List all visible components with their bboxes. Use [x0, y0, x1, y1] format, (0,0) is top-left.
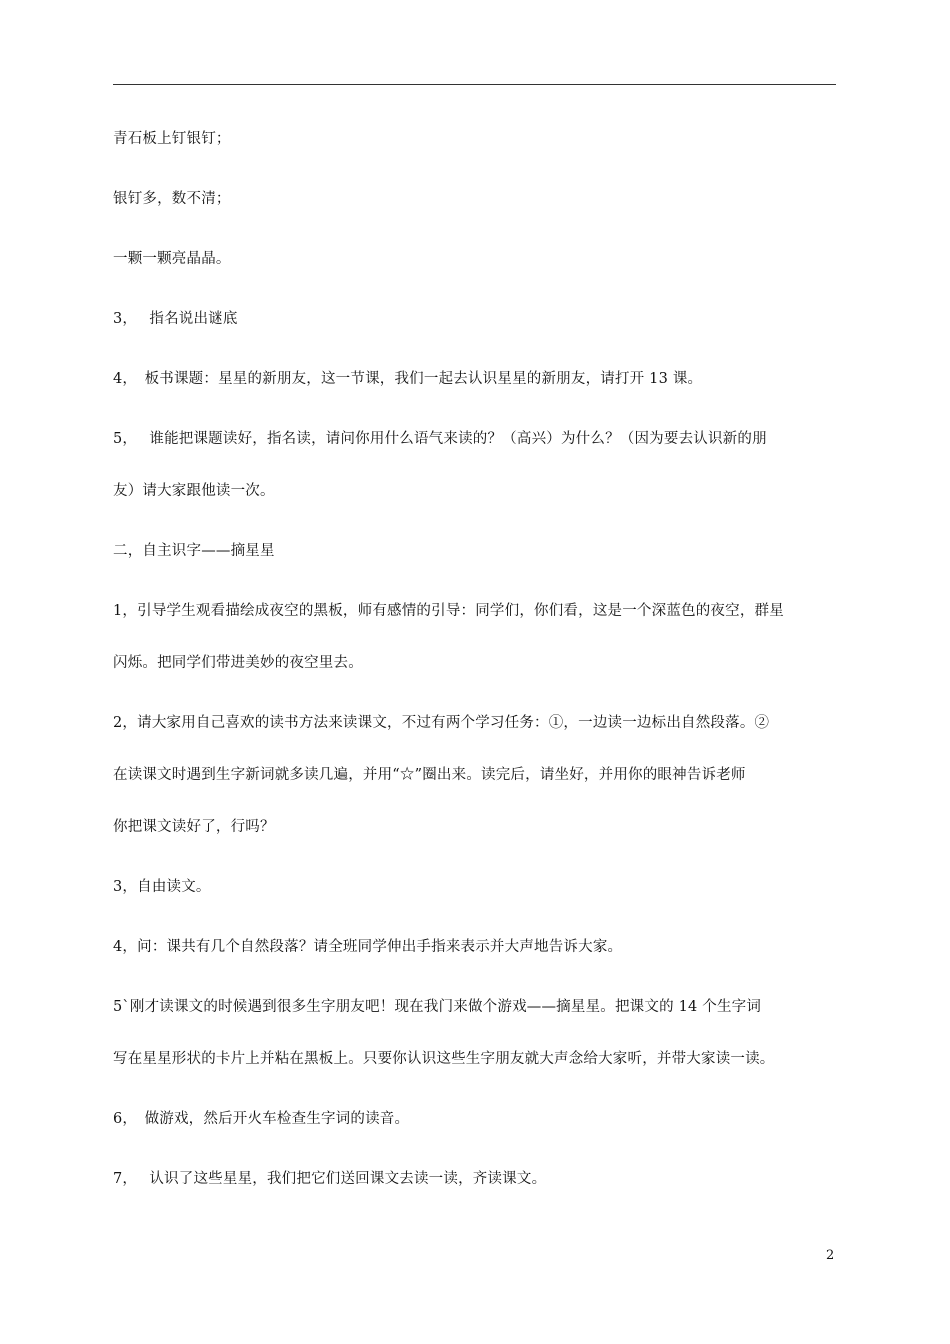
riddle-line-1: 青石板上钉银钉；	[113, 131, 231, 147]
header-rule	[113, 84, 836, 85]
page-number: 2	[826, 1248, 835, 1263]
item-5-line-1: 5`刚才读课文的时候遇到很多生字朋友吧！现在我门来做个游戏——摘星星。把课文的 14 个生字词	[113, 999, 762, 1015]
item-3: 3，自由读文。	[113, 879, 211, 895]
section-heading: 二，自主识字——摘星星	[113, 543, 275, 559]
step-5-line-2: 友）请大家跟他读一次。	[113, 483, 275, 499]
item-2-line-3: 你把课文读好了，行吗？	[113, 819, 275, 835]
item-1-line-2: 闪烁。把同学们带进美妙的夜空里去。	[113, 655, 363, 671]
item-6: 6， 做游戏，然后开火车检查生字词的读音。	[113, 1111, 410, 1127]
step-4: 4， 板书课题：星星的新朋友，这一节课，我们一起去认识星星的新朋友，请打开 13 课。	[113, 371, 703, 387]
riddle-line-2: 银钉多，数不清；	[113, 191, 231, 207]
item-2-line-2: 在读课文时遇到生字新词就多读几遍，并用“☆”圈出来。读完后，请坐好，并用你的眼神告诉老师	[113, 767, 746, 783]
item-4: 4，问：课共有几个自然段落？请全班同学伸出手指来表示并大声地告诉大家。	[113, 939, 623, 955]
item-5-line-2: 写在星星形状的卡片上并粘在黑板上。只要你认识这些生字朋友就大声念给大家听，并带大家读一读。	[113, 1051, 775, 1067]
item-2-line-1: 2，请大家用自己喜欢的读书方法来读课文，不过有两个学习任务：①，一边读一边标出自然段落。②	[113, 715, 770, 731]
step-3: 3， 指名说出谜底	[113, 311, 238, 327]
riddle-line-3: 一颗一颗亮晶晶。	[113, 251, 231, 267]
item-7: 7， 认识了这些星星，我们把它们送回课文去读一读，齐读课文。	[113, 1171, 547, 1187]
item-1-line-1: 1，引导学生观看描绘成夜空的黑板，师有感情的引导：同学们，你们看，这是一个深蓝色的夜空，群星	[113, 603, 784, 619]
step-5-line-1: 5， 谁能把课题读好，指名读，请问你用什么语气来读的？（高兴）为什么？（因为要去认识新的朋	[113, 431, 767, 447]
